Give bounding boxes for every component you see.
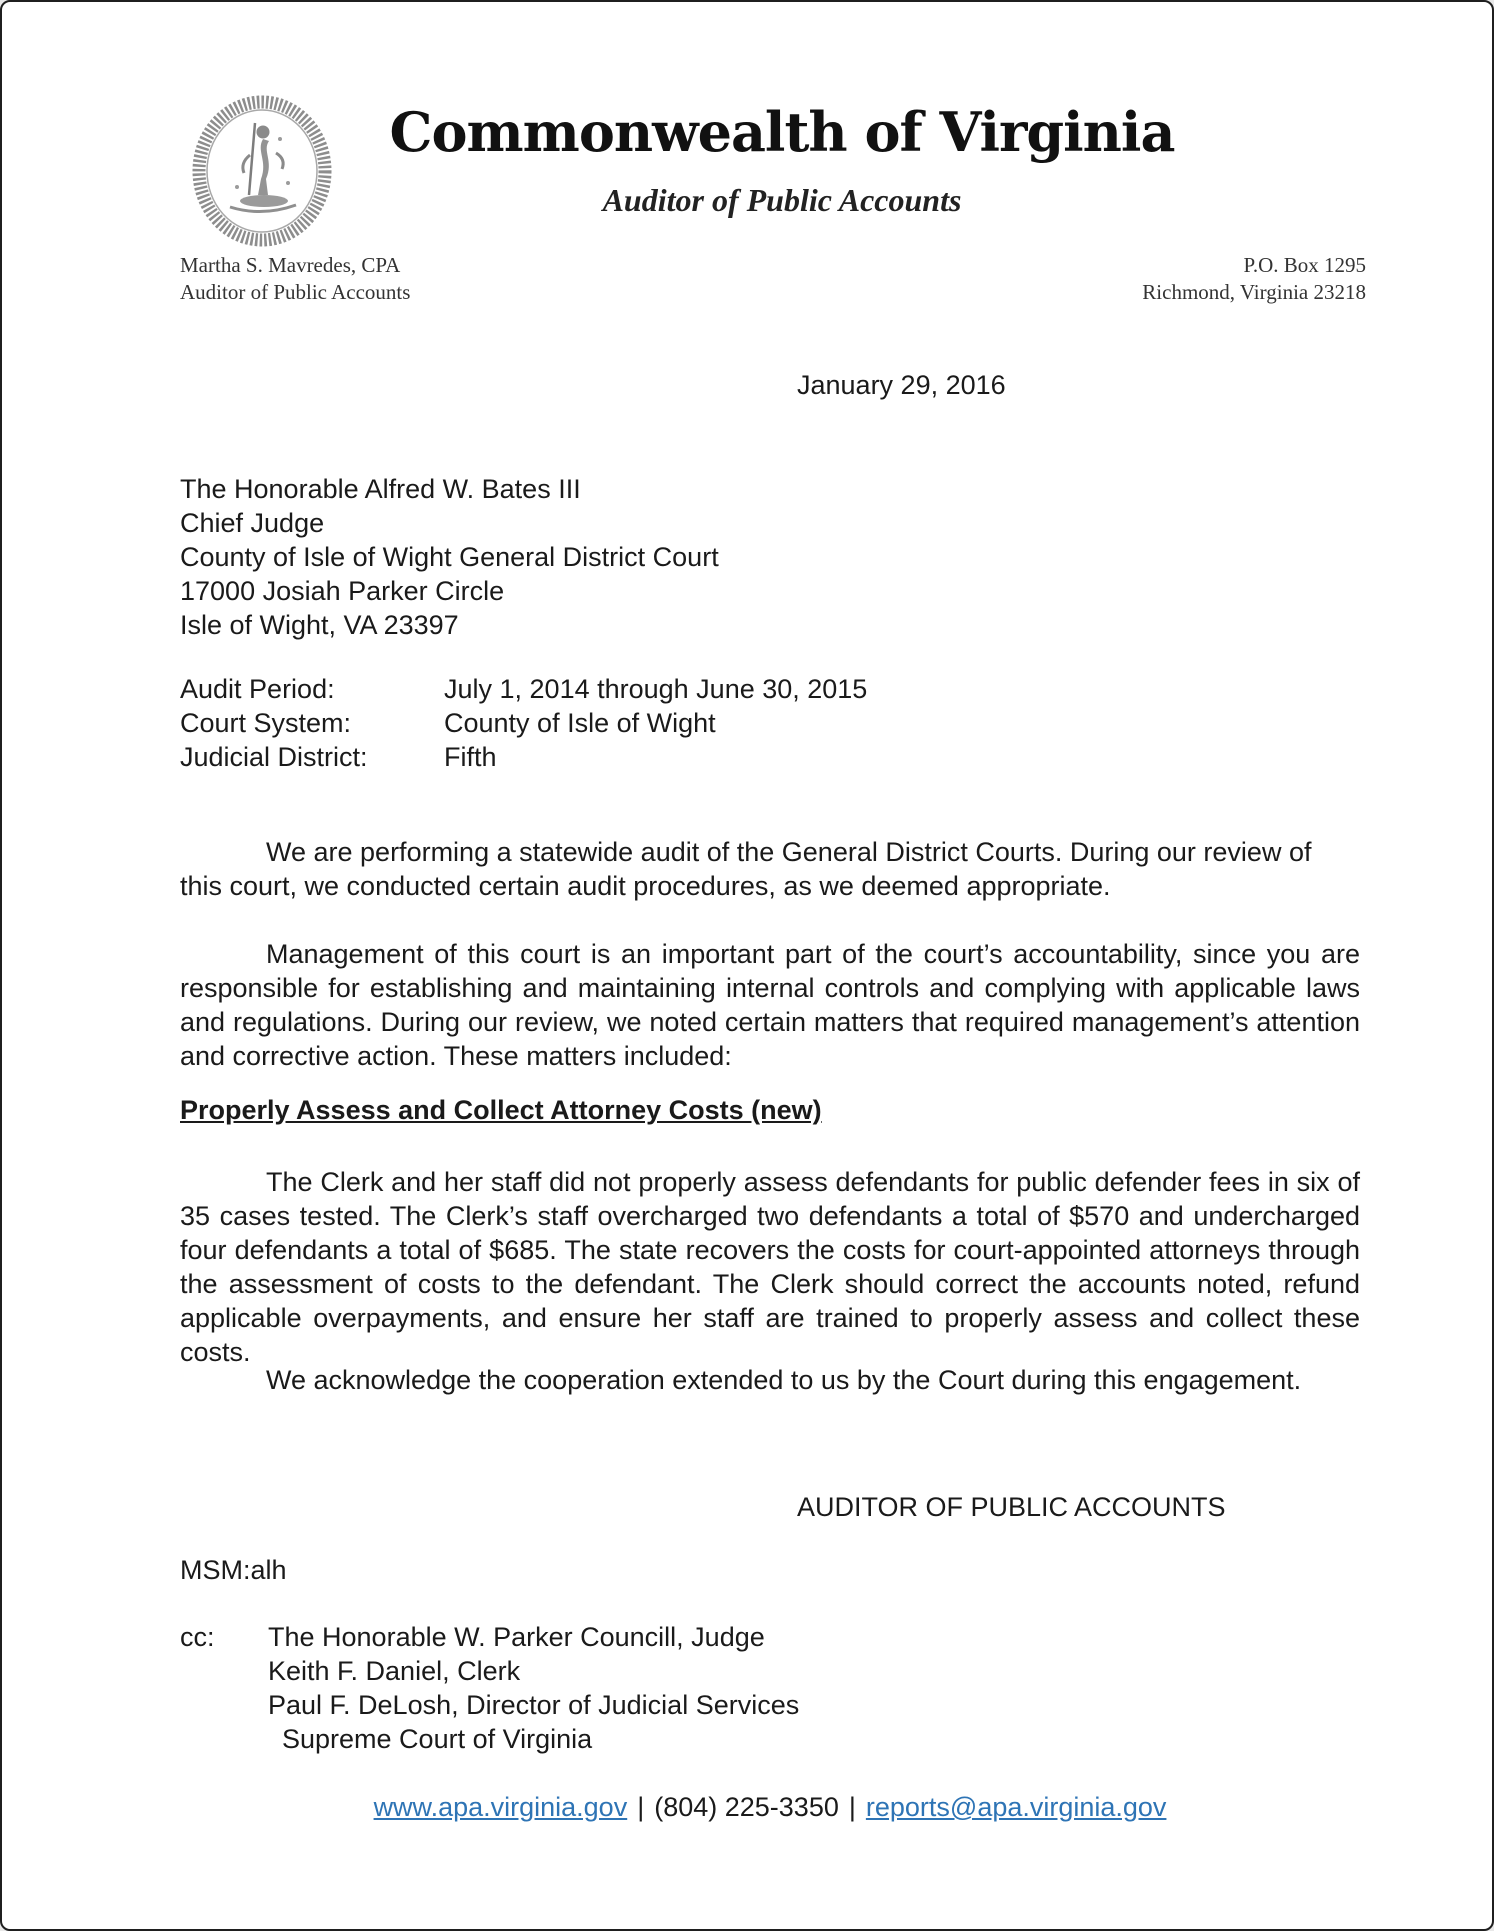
letterhead-title: Commonwealth of Virginia [389, 100, 1175, 164]
signature-org: AUDITOR OF PUBLIC ACCOUNTS [797, 1492, 1226, 1522]
po-box: P.O. Box 1295 [1243, 253, 1366, 277]
footer-contact-line [180, 1790, 1360, 1824]
letter-date: January 29, 2016 [797, 370, 1006, 400]
auditor-name: Martha S. Mavredes, CPA [180, 253, 401, 277]
auditor-title: Auditor of Public Accounts [180, 280, 411, 304]
auditor-name-block [180, 252, 410, 306]
audit-period-label: Audit Period: [180, 674, 335, 704]
court-system-label: Court System: [180, 708, 352, 738]
phone-number: (804) 225-3350 [654, 1792, 839, 1822]
paragraph-intro: We are performing a statewide audit of the General District Courts. During our review of this court, we conducted certain audit procedures, as we deemed appropriate. [180, 837, 1312, 901]
audit-period-value: July 1, 2014 through June 30, 2015 [444, 674, 868, 704]
cc-item-suborg: Supreme Court of Virginia [282, 1724, 593, 1754]
audit-period-row [180, 672, 867, 706]
footer-separator: | [848, 1792, 856, 1822]
letterhead-subtitle: Auditor of Public Accounts [602, 182, 962, 218]
audit-meta-block [180, 672, 867, 774]
virginia-state-seal-icon [192, 95, 332, 247]
city-state-zip: Richmond, Virginia 23218 [1142, 280, 1366, 304]
website-link[interactable]: www.apa.virginia.gov [373, 1792, 628, 1822]
judicial-district-label: Judicial District: [180, 742, 368, 772]
email-link[interactable]: reports@apa.virginia.gov [865, 1792, 1167, 1822]
footer-separator: | [637, 1792, 645, 1822]
paragraph-acknowledgement: We acknowledge the cooperation extended to us by the Court during this engagement. [266, 1365, 1302, 1395]
recipient-name: The Honorable Alfred W. Bates III [180, 474, 581, 504]
paragraph-finding-detail: The Clerk and her staff did not properly assess defendants for public defender fees in six of 35 cases tested. The Clerk’s staff overcharged two defendants a total of $570 and undercharged four defendants a total of $685. The state recovers the costs for court-appointed attorneys through the assessment of costs to the defendant. The Clerk should correct the accounts noted, refund applicable overpayments, and ensure her staff are trained to properly assess and collect these costs. [180, 1167, 1360, 1367]
cc-label: cc: [180, 1622, 215, 1652]
recipient-city: Isle of Wight, VA 23397 [180, 610, 459, 640]
recipient-street: 17000 Josiah Parker Circle [180, 576, 505, 606]
recipient-title: Chief Judge [180, 508, 325, 538]
recipient-address-block [180, 472, 719, 642]
reference-initials: MSM:alh [180, 1555, 287, 1585]
cc-item: Keith F. Daniel, Clerk [268, 1656, 521, 1686]
judicial-district-value: Fifth [444, 742, 497, 772]
office-address-block [1142, 252, 1366, 306]
cc-item: Paul F. DeLosh, Director of Judicial Services [268, 1690, 800, 1720]
finding-heading: Properly Assess and Collect Attorney Costs (new) [180, 1095, 822, 1125]
paragraph-management: Management of this court is an important part of the court’s accountability, since you are responsible for establishing and maintaining internal controls and complying with applicable laws and regulations. During our review, we noted certain matters that required management’s attention and corrective action. These matters included: [180, 939, 1360, 1071]
recipient-court: County of Isle of Wight General District Court [180, 542, 719, 572]
court-system-value: County of Isle of Wight [444, 708, 716, 738]
cc-item: The Honorable W. Parker Councill, Judge [268, 1622, 765, 1652]
court-system-row [180, 706, 867, 740]
cc-list [268, 1620, 799, 1756]
judicial-district-row [180, 740, 867, 774]
